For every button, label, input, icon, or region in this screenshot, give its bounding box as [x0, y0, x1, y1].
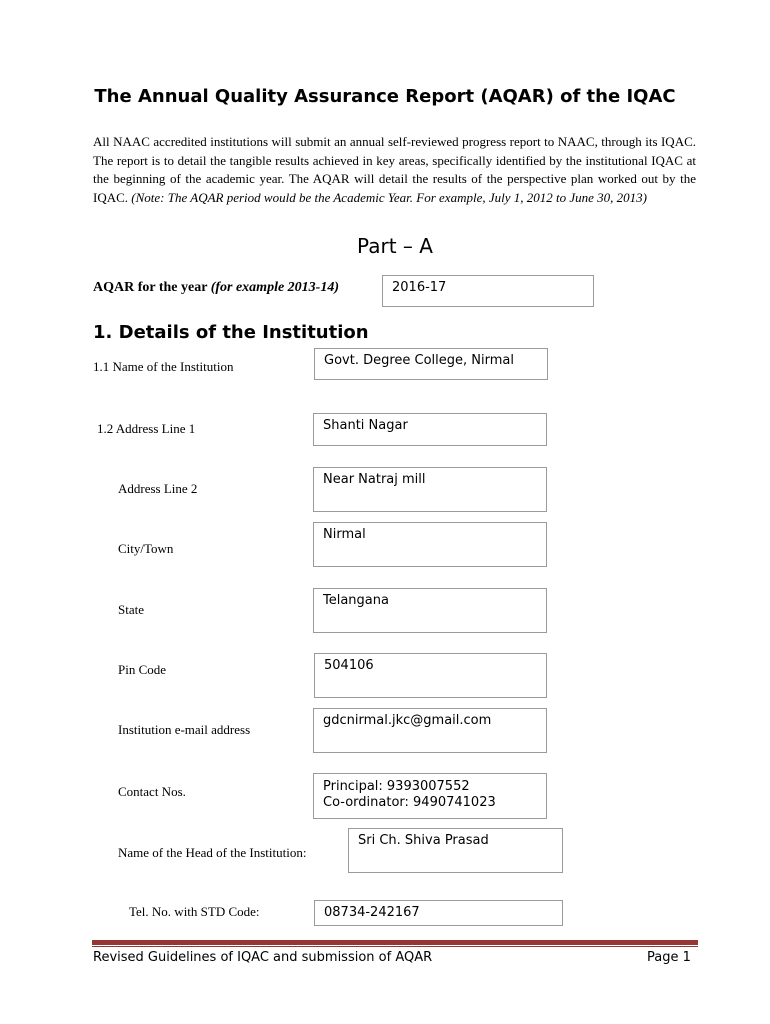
report-title: The Annual Quality Assurance Report (AQAR) of the IQAC	[94, 86, 676, 107]
footer-rule-thin	[92, 946, 698, 947]
head-field[interactable]: Sri Ch. Shiva Prasad	[348, 828, 563, 873]
email-field[interactable]: gdcnirmal.jkc@gmail.com	[313, 708, 547, 753]
tel-field[interactable]: 08734-242167	[314, 900, 563, 926]
email-label: Institution e-mail address	[118, 722, 251, 737]
footer-rule	[92, 940, 698, 945]
address1-label: 1.2 Address Line 1	[97, 421, 196, 436]
intro-paragraph	[93, 133, 696, 207]
pin-label: Pin Code	[118, 662, 167, 677]
city-field[interactable]: Nirmal	[313, 522, 547, 567]
address1-field[interactable]: Shanti Nagar	[313, 413, 547, 446]
address2-field[interactable]: Near Natraj mill	[313, 467, 547, 512]
name-label: 1.1 Name of the Institution	[93, 359, 234, 374]
section-heading: 1. Details of the Institution	[93, 322, 369, 343]
aqar-year-label-example: (for example 2013-14)	[210, 280, 339, 295]
aqar-year-field[interactable]: 2016-17	[382, 275, 594, 307]
state-label: State	[118, 602, 144, 617]
aqar-year-label	[93, 280, 339, 296]
page-number: Page 1	[647, 950, 691, 965]
name-field[interactable]: Govt. Degree College, Nirmal	[314, 348, 548, 380]
footer-title: Revised Guidelines of IQAC and submission of AQAR	[93, 950, 433, 965]
contact-label: Contact Nos.	[118, 784, 186, 799]
intro-text: All NAAC accredited institutions will submit an annual self-reviewed progress report to NAAC, through its IQAC. The report is to detail the tangible results achieved in key areas, specifically identified by the institutional IQAC at the beginning of the academic year. The AQAR will detail the results of the perspective plan worked out by the IQAC.	[93, 134, 696, 205]
pin-field[interactable]: 504106	[314, 653, 547, 698]
aqar-year-label-text: AQAR for the year	[93, 280, 211, 295]
head-label: Name of the Head of the Institution:	[118, 845, 307, 860]
intro-note: (Note: The AQAR period would be the Academic Year. For example, July 1, 2012 to June 30, 2013)	[131, 189, 647, 205]
city-label: City/Town	[118, 541, 174, 556]
state-field[interactable]: Telangana	[313, 588, 547, 633]
address2-label: Address Line 2	[118, 481, 198, 496]
tel-label: Tel. No. with STD Code:	[129, 904, 260, 919]
contact-field[interactable]: Principal: 9393007552 Co-ordinator: 9490741023	[313, 773, 547, 819]
part-heading: Part – A	[357, 234, 433, 258]
